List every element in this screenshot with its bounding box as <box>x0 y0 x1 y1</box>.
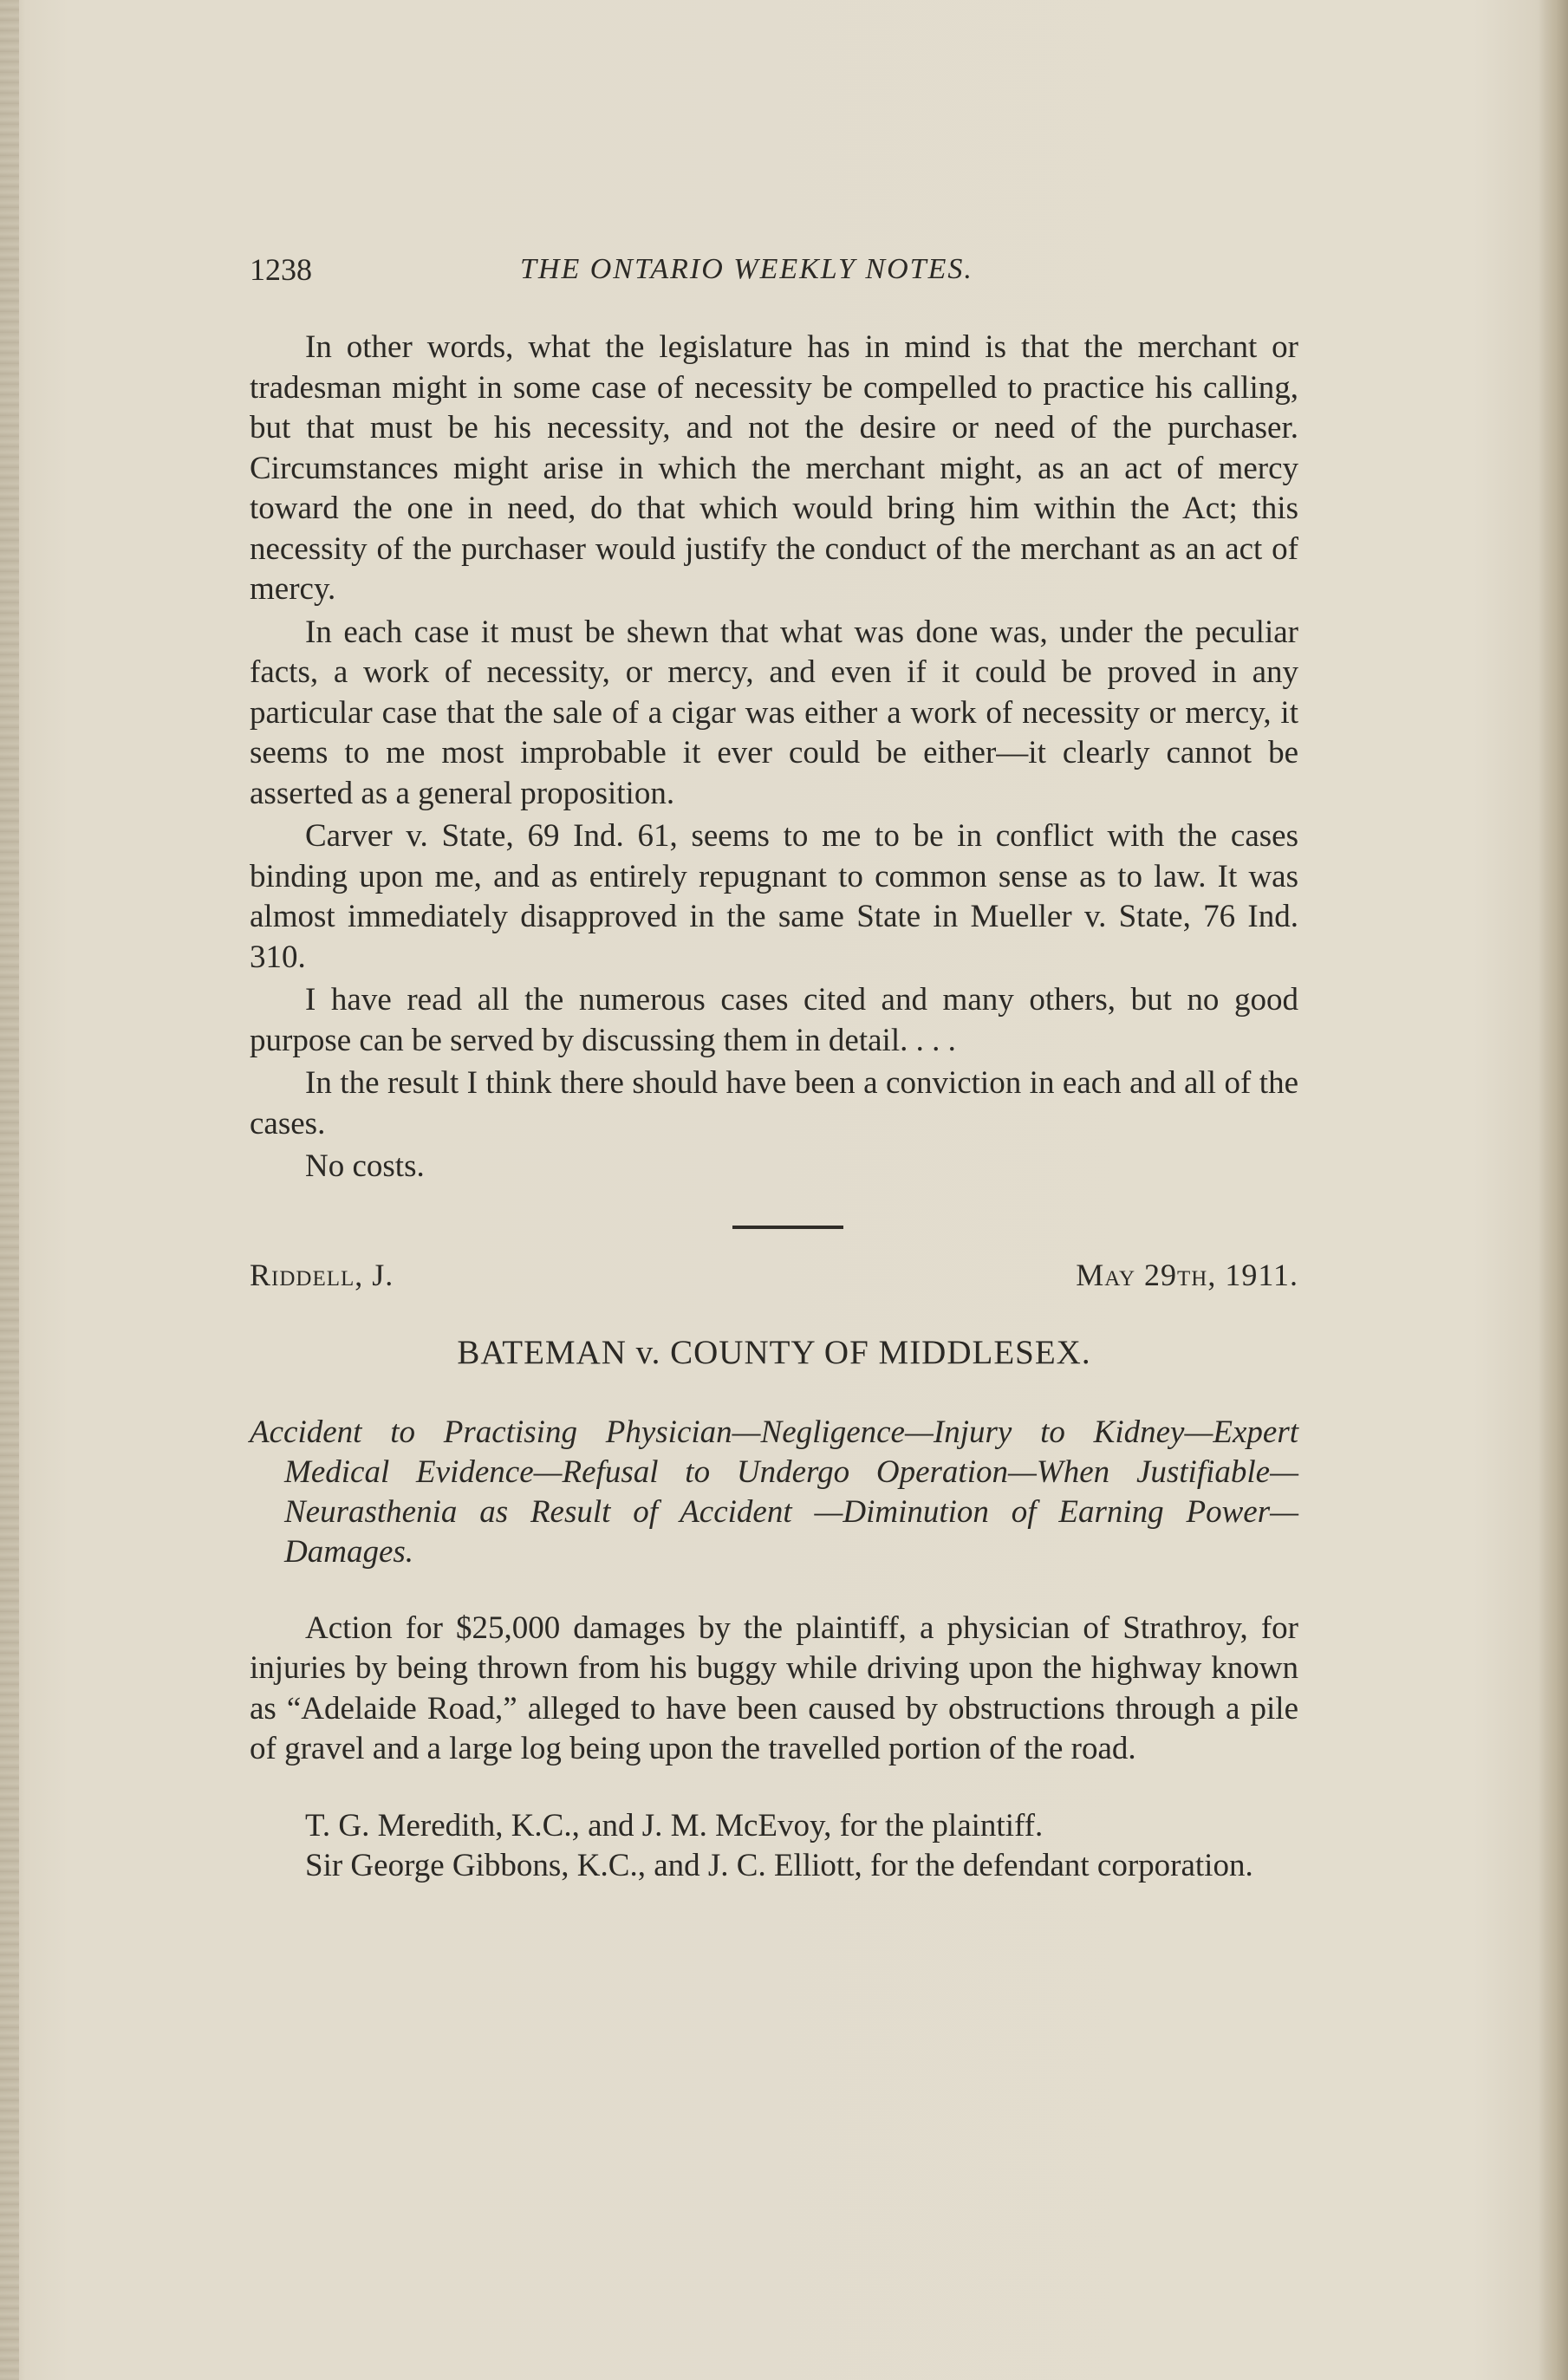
case-judge-date-line <box>250 1253 1298 1297</box>
section-divider <box>732 1226 843 1229</box>
paragraph: No costs. <box>305 1148 425 1184</box>
paragraph: I have read all the numerous cases cited and many others, but no good purpose can be served by discussing them in detail. . . . <box>250 982 1298 1058</box>
counsel-entry: T. G. Meredith, K.C., and J. M. McEvoy, for the plaintiff. <box>305 1807 1044 1844</box>
headnote: Accident to Practising Physician—Negligence—Injury to Kidney—Expert Medical Evidence—Refusal to Undergo Operation—When Justifiable—Neurasthenia as Result of Accident —Diminution of Earning Power—Damages. <box>250 1414 1298 1570</box>
judgment-date: May 29th, 1911. <box>1076 1257 1298 1292</box>
paragraph: In each case it must be shewn that what was done was, under the peculiar facts, a work of necessity, or mercy, and even if it could be proved in any particular case that the sale of a cigar was either a work of necessity or mercy, it seems to me most improbable it ever could be either—it clearly cannot be asserted as a general proposition. <box>250 614 1298 811</box>
book-spine-edge <box>0 0 19 2380</box>
paragraph: Carver v. State, 69 Ind. 61, seems to me to be in conflict with the cases binding upon me, and as entirely repugnant to common sense as to law. It was almost immediately disapproved in the same State in Mueller v. State, 76 Ind. 310. <box>250 818 1298 975</box>
action-summary: Action for $25,000 damages by the plaintiff, a physician of Strathroy, for injuries by being thrown from his buggy while driving upon the highway known as “Adelaide Road,” alleged to have been caused by obstructions through a pile of gravel and a large log being upon the travelled portion of the road. <box>250 1609 1298 1766</box>
page-number: 1238 <box>250 252 312 287</box>
page-content <box>250 248 1298 1887</box>
case-title: BATEMAN v. COUNTY OF MIDDLESEX. <box>457 1333 1091 1371</box>
paragraph: In other words, what the legislature has in mind is that the merchant or tradesman might in some case of necessity be compelled to practice his calling, but that must be his necessity, and not the desire or need of the purchaser. Circumstances might arise in which the merchant might, as an act of mercy toward the one in need, do that which would bring him within the Act; this necessity of the purchaser would justify the conduct of the merchant as an act of mercy. <box>250 329 1298 607</box>
running-head <box>250 248 1298 291</box>
opinion-text <box>250 328 1298 1187</box>
counsel-list <box>250 1806 1298 1887</box>
judge-name: Riddell, J. <box>250 1257 394 1292</box>
journal-title: THE ONTARIO WEEKLY NOTES. <box>520 253 973 285</box>
page-edge-shadow <box>1539 0 1568 2380</box>
counsel-entry: Sir George Gibbons, K.C., and J. C. Elliott, for the defendant corporation. <box>305 1848 1253 1883</box>
paragraph: In the result I think there should have been a conviction in each and all of the cases. <box>250 1065 1298 1141</box>
